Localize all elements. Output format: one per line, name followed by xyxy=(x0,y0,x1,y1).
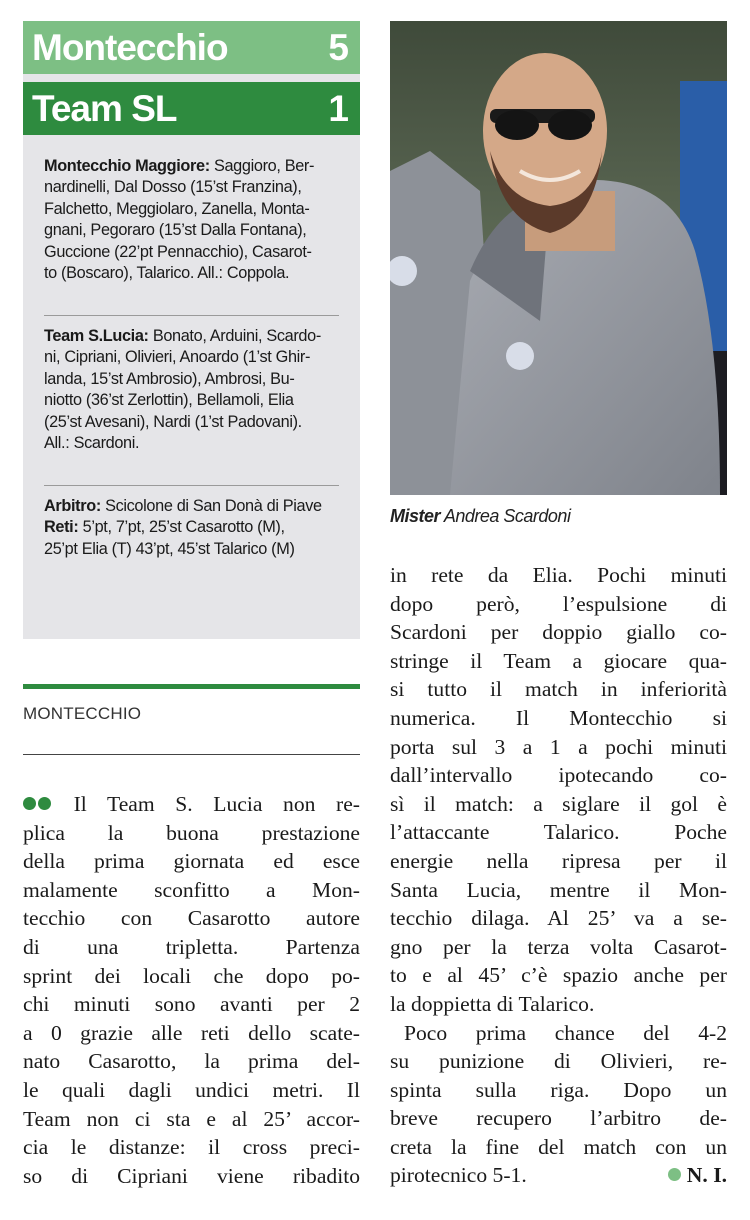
article-line: so di Cipriani viene ribadito xyxy=(23,1163,360,1188)
photo-caption xyxy=(390,506,570,527)
goals-line: 5’pt, 7’pt, 25’st Casarotto (M), xyxy=(82,518,285,537)
divider xyxy=(44,485,339,486)
bullet-dot-icon xyxy=(23,797,36,810)
home-lineup-label: Montecchio Maggiore: xyxy=(44,157,210,175)
article-line: le quali dagli undici metri. Il xyxy=(23,1077,360,1102)
article-line: di una tripletta. Partenza xyxy=(23,934,360,959)
away-goals: 1 xyxy=(328,87,348,129)
away-team-name: Team SL xyxy=(32,87,177,129)
article-line: Santa Lucia, mentre il Mon- xyxy=(390,877,727,902)
article-line: l’attaccante Talarico. Poche xyxy=(390,820,727,845)
article-line: della prima giornata ed esce xyxy=(23,849,360,874)
article-line: spinta sulla riga. Dopo un xyxy=(390,1077,727,1102)
article-line: su punizione di Olivieri, re- xyxy=(390,1049,727,1074)
divider xyxy=(23,754,360,755)
article-line: pirotecnico 5-1. xyxy=(390,1163,527,1188)
bullet-dot-icon xyxy=(38,797,51,810)
article-line: Il Team S. Lucia non re- xyxy=(73,792,360,816)
article-line: nato Casarotto, la prima del- xyxy=(23,1049,360,1074)
divider xyxy=(44,315,339,316)
away-lineup-line: ni, Cipriani, Olivieri, Anoardo (1’st Ghir- xyxy=(44,348,311,367)
article-line: malamente sconfitto a Mon- xyxy=(23,877,360,902)
signature-dot-icon xyxy=(668,1168,681,1181)
home-goals: 5 xyxy=(328,26,348,68)
home-score-bar xyxy=(23,21,360,74)
article-line: si tutto il match in inferiorità xyxy=(390,677,727,702)
home-lineup-line: Falchetto, Meggiolaro, Zanella, Monta- xyxy=(44,199,310,218)
away-lineup-line: Bonato, Arduini, Scardo- xyxy=(152,327,321,345)
home-lineup-line: nardinelli, Dal Dosso (15’st Franzina), xyxy=(44,178,302,197)
article-line: tecchio dilaga. Al 25’ va a se- xyxy=(390,906,727,931)
article-line: tecchio con Casarotto autore xyxy=(23,906,360,931)
away-lineup-label: Team S.Lucia: xyxy=(44,327,149,345)
article-line: sì il match: a siglare il gol è xyxy=(390,791,727,816)
away-lineup-line: (25’st Avesani), Nardi (1’st Padovani). xyxy=(44,412,302,431)
article-line: plica la buona prestazione xyxy=(23,820,360,845)
article-column-2 xyxy=(390,561,727,1190)
caption-name: Andrea Scardoni xyxy=(443,506,571,526)
article-line: Scardoni per doppio giallo co- xyxy=(390,620,727,645)
referee-label: Arbitro: xyxy=(44,497,101,515)
article-line: cia le distanze: il cross preci- xyxy=(23,1135,360,1160)
article-line: chi minuti sono avanti per 2 xyxy=(23,992,360,1017)
article-column-1 xyxy=(23,790,360,1190)
referee-name: Scicolone di San Donà di Piave xyxy=(105,497,322,515)
home-lineup xyxy=(44,156,344,284)
match-info xyxy=(44,496,344,560)
coach-photo-illustration xyxy=(390,21,727,495)
dateline: MONTECCHIO xyxy=(23,704,142,723)
article-line: energie nella ripresa per il xyxy=(390,848,727,873)
home-lineup-line: to (Boscaro), Talarico. All.: Coppola. xyxy=(44,264,290,283)
article-line: to e al 45’ c’è spazio anche per xyxy=(390,963,727,988)
green-rule xyxy=(23,684,360,689)
home-team-name: Montecchio xyxy=(32,26,228,68)
article-line: porta sul 3 a 1 a pochi minuti xyxy=(390,734,727,759)
author-signature: N. I. xyxy=(686,1163,727,1188)
caption-label: Mister xyxy=(390,506,441,526)
coach-photo xyxy=(390,21,727,495)
article-line: la doppietta di Talarico. xyxy=(390,991,595,1016)
article-line: stringe il Team a giocare qua- xyxy=(390,648,727,673)
article-line: sprint dei locali che dopo po- xyxy=(23,963,360,988)
home-lineup-line: Guccione (22’pt Pennacchio), Casarot- xyxy=(44,242,312,261)
goals-line: 25’pt Elia (T) 43’pt, 45’st Talarico (M) xyxy=(44,539,295,558)
away-lineup xyxy=(44,326,344,454)
away-score-bar xyxy=(23,82,360,135)
goals-label: Reti: xyxy=(44,518,79,537)
article-line: creta la fine del match con un xyxy=(390,1134,727,1159)
article-line: Poco prima chance del 4-2 xyxy=(404,1020,727,1045)
away-lineup-line: niotto (36’st Zerlottin), Bellamoli, Elia xyxy=(44,391,294,410)
home-lineup-line: gnani, Pegoraro (15’st Dalla Fontana), xyxy=(44,221,307,240)
article-line: dopo però, l’espulsione di xyxy=(390,591,727,616)
article-line: in rete da Elia. Pochi minuti xyxy=(390,563,727,587)
home-lineup-line: Saggioro, Ber- xyxy=(213,157,315,175)
away-lineup-line: landa, 15’st Ambrosio), Ambrosi, Bu- xyxy=(44,369,295,388)
article-line: breve recupero l’arbitro de- xyxy=(390,1106,727,1131)
article-line: a 0 grazie alle reti dello scate- xyxy=(23,1020,360,1045)
article-line: numerica. Il Montecchio si xyxy=(390,705,727,730)
away-lineup-line: All.: Scardoni. xyxy=(44,434,140,453)
article-line: gno per la terza volta Casarot- xyxy=(390,934,727,959)
article-line: dall’intervallo ipotecando co- xyxy=(390,763,727,788)
article-line: Team non ci sta e al 25’ accor- xyxy=(23,1106,360,1131)
article-last-line xyxy=(390,1161,727,1190)
